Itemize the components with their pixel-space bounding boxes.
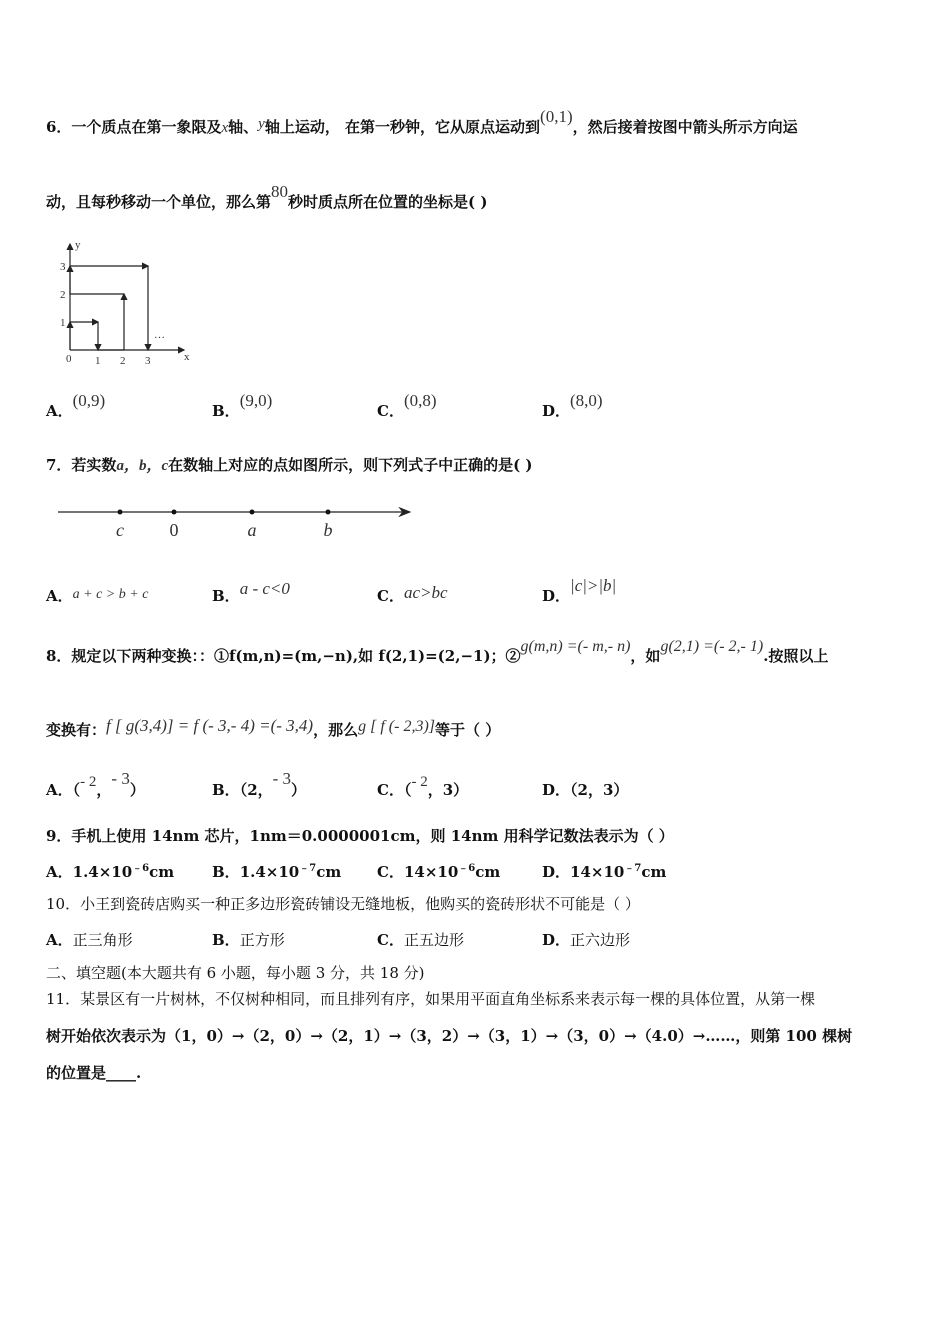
var-x: x bbox=[221, 120, 229, 136]
q6-option-d[interactable]: D．(8,0) bbox=[542, 391, 603, 420]
q10-stem: 10．小王到瓷砖店购买一种正多边形瓷砖铺设无缝地板，他购买的瓷砖形状不可能是（ ） bbox=[46, 895, 640, 913]
fig-origin: 0 bbox=[66, 353, 72, 365]
q9-option-a[interactable]: A．$1.4\times 10^{﹣6}cm$ bbox=[46, 863, 175, 881]
fig-dots: … bbox=[154, 329, 165, 341]
point-0-1: (0,1) bbox=[540, 107, 573, 126]
q6-line1: 6．一个质点在第一象限及x轴、y轴上运动， 在第一秒钟，它从原点运动到(0,1)，然后接着按图中箭头所示方向运 bbox=[46, 107, 798, 136]
q6-option-b[interactable]: B．(9,0) bbox=[212, 391, 273, 420]
q7-option-d[interactable]: D．|c|>|b| bbox=[542, 576, 617, 605]
g-definition: g(m,n) =(- m,- n) bbox=[520, 638, 631, 655]
q10-option-b[interactable]: B．正方形 bbox=[212, 931, 285, 949]
point-a bbox=[250, 510, 255, 515]
point-0 bbox=[172, 510, 177, 515]
q7-number-line bbox=[56, 498, 426, 544]
q8-option-b[interactable]: B．（2，- 3） bbox=[212, 769, 307, 799]
q8-line2: 变换有：f [ g(3,4)] = f (- 3,- 4) =(- 3,4)，那么g [ f (- 2,3)]等于（ ） bbox=[46, 716, 501, 739]
g-example: g(2,1) =(- 2,- 1) bbox=[660, 638, 764, 655]
num-80: 80 bbox=[271, 182, 289, 201]
fig-y-tick-3: 3 bbox=[60, 261, 66, 273]
q7-option-a[interactable]: A．a + c > b + c bbox=[46, 587, 149, 605]
point-c bbox=[118, 510, 123, 515]
fig-y-label: y bbox=[75, 239, 81, 251]
q10-option-a[interactable]: A．正三角形 bbox=[46, 931, 133, 949]
fig-x-tick-3: 3 bbox=[145, 355, 151, 367]
section-2-heading: 二、填空题(本大题共有 6 小题，每小题 3 分，共 18 分) bbox=[46, 964, 425, 982]
path-segment-4 bbox=[98, 294, 124, 350]
q11-line2: 树开始依次表示为（1，0）→（2，0）→（2，1）→（3，2）→（3，1）→（3，0）→（4.0）→……，则第 100 棵树 bbox=[46, 1027, 853, 1045]
q9-option-b[interactable]: B．$1.4\times 10^{﹣7}cm$ bbox=[212, 863, 342, 881]
var-y: y bbox=[258, 116, 265, 132]
q11-line1: 11．某景区有一片树林，不仅树种相同，而且排列有序，如果用平面直角坐标系来表示每一棵的具体位置，从第一棵 bbox=[46, 990, 816, 1008]
label-c: c bbox=[116, 520, 124, 540]
q10-option-d[interactable]: D．正六边形 bbox=[542, 931, 631, 949]
q11-line3: 的位置是____. bbox=[46, 1064, 142, 1082]
point-b bbox=[326, 510, 331, 515]
q7-option-b[interactable]: B．a - c<0 bbox=[212, 579, 290, 605]
q8-option-d[interactable]: D．（2，3） bbox=[542, 781, 629, 799]
q8-option-a[interactable]: A．（- 2，- 3） bbox=[46, 769, 145, 799]
expr-2: g [ f (- 2,3)] bbox=[358, 718, 435, 735]
q7-option-c[interactable]: C．ac>bc bbox=[377, 583, 448, 605]
fig-x-label: x bbox=[184, 351, 190, 363]
q8-option-c[interactable]: C．（- 2，3） bbox=[377, 774, 469, 799]
fig-y-tick-1: 1 bbox=[60, 317, 66, 329]
q9-option-d[interactable]: D．$14\times 10^{﹣7}cm$ bbox=[542, 863, 667, 881]
label-b: b bbox=[323, 520, 333, 540]
label-0: 0 bbox=[169, 520, 179, 540]
q10-option-c[interactable]: C．正五边形 bbox=[377, 931, 464, 949]
q6-figure bbox=[56, 238, 196, 368]
q9-stem: 9．手机上使用 14nm 芯片，1nm＝0.0000001cm，则 14nm 用科学记数法表示为（ ） bbox=[46, 827, 674, 845]
fig-x-tick-2: 2 bbox=[120, 355, 126, 367]
q6-option-a[interactable]: A．(0,9) bbox=[46, 391, 106, 420]
q9-option-c[interactable]: C．$14\times 10^{﹣6}cm$ bbox=[377, 863, 501, 881]
expr-1: f [ g(3,4)] = f (- 3,- 4) =(- 3,4) bbox=[106, 716, 314, 735]
path-segment-5 bbox=[70, 266, 124, 294]
fig-y-tick-2: 2 bbox=[60, 289, 66, 301]
q8-line1: 8．规定以下两种变换：：①f(m,n)=(m,−n),如 f(2,1)=(2,−1)；②g(m,n) =(- m,- n)，如g(2,1) =(- 2,- 1).按照以上 bbox=[46, 638, 829, 665]
q6-option-c[interactable]: C．(0,8) bbox=[377, 391, 437, 420]
q6-line2: 动，且每秒移动一个单位，那么第80秒时质点所在位置的坐标是( ) bbox=[46, 182, 488, 211]
fig-x-tick-1: 1 bbox=[95, 355, 101, 367]
q7-stem: 7．若实数a，b，c在数轴上对应的点如图所示，则下列式子中正确的是( ) bbox=[46, 456, 533, 474]
label-a: a bbox=[247, 520, 257, 540]
